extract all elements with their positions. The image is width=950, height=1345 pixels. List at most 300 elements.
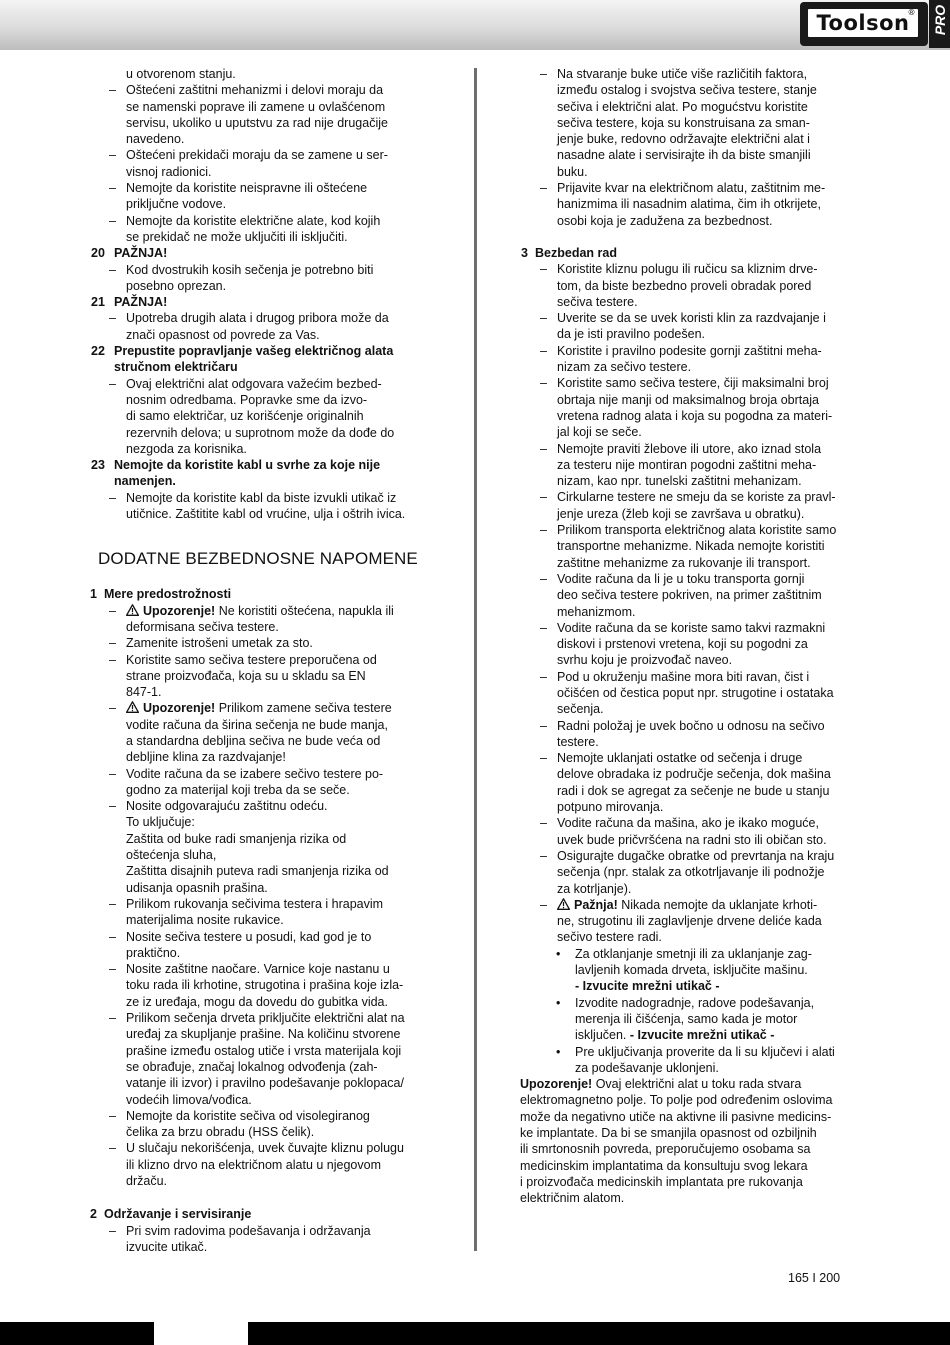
pro-badge — [929, 0, 950, 48]
text-line — [89, 880, 435, 896]
text-line — [520, 131, 866, 147]
text-line — [520, 82, 866, 98]
bullet-cont — [520, 1027, 866, 1043]
warning-triangle-icon — [557, 898, 574, 912]
text-line-text: svrhu koju je proizvođač naveo. — [557, 653, 733, 668]
list-item-text: Nemojte praviti žlebove ili utore, ako iznad stola — [557, 441, 822, 456]
list-item-text: Vodite računa da mašina, ako je ikako moguće, — [557, 816, 819, 831]
text-line-text: diskovi i prstenovi vretena, koji su pogodni za — [557, 637, 808, 652]
text-line — [89, 1092, 435, 1108]
paragraph-text: ke implantate. Da bi se smanjila opasnost od ozbiljnih — [520, 1126, 817, 1140]
text-line — [89, 408, 435, 424]
text-line-text: sečenja (npr. stalak za otkotrljavanje ili podnožje — [557, 865, 825, 880]
text-line — [89, 229, 435, 245]
text-line-text: radi i dok se agregat za sečenje ne bude u stanju — [557, 783, 830, 798]
numbered-heading-cont — [89, 473, 435, 489]
text-line-text: da je isti pravilno podešen. — [557, 327, 706, 342]
list-item — [520, 815, 866, 831]
text-line-text: debljine klina za razdvajanje! — [126, 750, 286, 765]
text-line — [520, 278, 866, 294]
list-item — [89, 1010, 435, 1026]
text-line — [89, 99, 435, 115]
list-item-text: Osigurajte dugačke obratke od prevrtanja na kraju — [557, 848, 835, 863]
text-line — [89, 1043, 435, 1059]
text-line — [520, 734, 866, 750]
text-line-text: rezervnih delova; u suprotnom može da dođe do — [126, 425, 395, 440]
text-line-text: navedeno. — [126, 132, 185, 147]
list-item-text: Prilikom sečenja drveta priključite električni alat na — [126, 1011, 405, 1026]
list-item-text: Prilikom rukovanja sečivima testera i hrapavim — [126, 896, 384, 911]
unplug-instruction: - Izvucite mrežni utikač - — [629, 1028, 775, 1043]
subsection-heading — [520, 245, 866, 261]
right-column — [520, 66, 866, 1206]
text-line-text: za kotrljanje). — [557, 881, 632, 896]
text-line-text: osobi koja je zadužena za bezbednost. — [557, 213, 773, 228]
paragraph-line — [520, 1125, 866, 1141]
text-line-text: a standardna debljina sečiva ne bude veća od — [126, 733, 381, 748]
list-item — [520, 343, 866, 359]
list-item — [89, 262, 435, 278]
text-line-text: priključne vodove. — [126, 197, 227, 212]
list-item-text: Vodite računa da se koriste samo takvi razmakni — [557, 620, 826, 635]
text-line — [520, 685, 866, 701]
text-line-text: ili klizno drvo na električnom alatu u njegovom — [126, 1157, 381, 1172]
text-line — [520, 913, 866, 929]
text-line — [520, 555, 866, 571]
text-line-text: u otvorenom stanju. — [126, 67, 236, 81]
text-line-text: testere. — [557, 734, 599, 749]
list-item-text: Uverite se da se uvek koristi klin za razdvajanje i — [557, 311, 826, 326]
text-line — [520, 457, 866, 473]
subsection-number: 2 — [90, 1207, 97, 1222]
text-line — [520, 294, 866, 310]
numbered-heading — [89, 245, 435, 261]
list-item-text: Prilikom transporta električnog alata koristite samo — [557, 523, 837, 538]
warning-triangle-icon — [126, 604, 143, 618]
subsection-heading-text: Mere predostrožnosti — [104, 587, 232, 602]
paragraph-text: može da negativno utiče na aktivne ili pasivne medicins- — [520, 1109, 832, 1124]
item-number: 21 — [91, 295, 105, 310]
bullet-cont — [520, 1011, 866, 1027]
text-line-text: se namenski poprave ili zamene u ovlašćenom — [126, 99, 386, 114]
bullet-cont — [520, 962, 866, 978]
list-item-text: U slučaju nekorišćenja, uvek čuvajte kliznu polugu — [126, 1141, 404, 1156]
text-line-text: uređaj za skupljanje prašine. Na količinu stvorene — [126, 1027, 401, 1042]
section-title: DODATNE BEZBEDNOSNE NAPOMENE — [98, 549, 418, 569]
list-item-text: Kod dvostrukih kosih sečenja je potrebno biti — [126, 262, 374, 277]
text-line — [89, 506, 435, 522]
list-item-text: Cirkularne testere ne smeju da se koriste za pravl- — [557, 490, 836, 505]
text-line-text: izvucite utikač. — [126, 1239, 208, 1254]
paragraph-text: električnim alatom. — [520, 1191, 625, 1206]
list-item — [89, 310, 435, 326]
text-line — [89, 831, 435, 847]
list-item — [89, 376, 435, 392]
text-line — [89, 717, 435, 733]
text-line-text: vatanje ili izvor) i pravilno podešavanje poklopaca/ — [126, 1076, 404, 1091]
list-item — [89, 766, 435, 782]
text-line — [89, 1173, 435, 1189]
list-item-text: Nosite odgovarajuću zaštitnu odeću. — [126, 799, 328, 814]
item-number: 20 — [91, 246, 105, 261]
text-line — [89, 847, 435, 863]
list-item-text: Prijavite kvar na električnom alatu, zaštitnim me- — [557, 181, 826, 196]
text-line-text: nasadne alate i servisirajte ih da biste smanjili — [557, 148, 811, 163]
paragraph-text: i proizvođača medicinskih implantata pre rukovanja — [520, 1174, 803, 1189]
text-line-text: uvek bude pričvršćena na radni sto ili običan sto. — [557, 832, 827, 847]
warning-triangle-icon — [126, 701, 143, 715]
list-item — [520, 718, 866, 734]
numbered-heading — [89, 457, 435, 473]
paragraph-line — [520, 1092, 866, 1108]
text-line — [520, 359, 866, 375]
text-line — [520, 538, 866, 554]
text-line — [520, 506, 866, 522]
text-line-text: ze iz uređaja, mogu da dovedu do gubitka vida. — [126, 994, 388, 1009]
list-item — [520, 261, 866, 277]
text-line-text: nizam za sečivo testere. — [557, 360, 692, 375]
text-line — [89, 684, 435, 700]
bullet-item-text: Izvodite nadogradnje, radove podešavanja, — [575, 995, 815, 1010]
list-item — [89, 652, 435, 668]
list-item-text: Vodite računa da se izabere sečivo testere po- — [126, 766, 384, 781]
brand-logo-text — [806, 7, 920, 39]
bullet-item — [520, 995, 866, 1011]
list-item-text: Nemojte uklanjati ostatke od sečenja i druge — [557, 751, 803, 766]
list-item — [89, 82, 435, 98]
column-divider — [474, 68, 477, 1251]
text-line-text: delove obradaka iz područje sečenja, dok mašina — [557, 767, 831, 782]
paragraph-line — [520, 1174, 866, 1190]
text-line — [89, 977, 435, 993]
brand-logo — [800, 2, 928, 46]
registered-mark: ® — [907, 8, 916, 17]
item-number: 23 — [91, 458, 105, 473]
text-line — [89, 1239, 435, 1255]
numbered-heading-text: stručnom električaru — [114, 360, 238, 375]
text-line — [520, 392, 866, 408]
bullet-cont — [520, 1060, 866, 1076]
list-item — [89, 1108, 435, 1124]
bullet-cont-text: merenja ili čišćenja, samo kada je motor — [575, 1011, 798, 1026]
text-line-text: vretena radnog alata i koja su pogodna za materi- — [557, 408, 833, 423]
text-line — [89, 1026, 435, 1042]
footer-tab — [154, 1322, 248, 1345]
warning-label: Upozorenje! — [143, 701, 216, 716]
bullet-item — [520, 1044, 866, 1060]
spacer — [520, 229, 866, 245]
item-number: 22 — [91, 344, 105, 359]
text-line-text: sečiva i električni alat. Po mogućstvu koristite — [557, 99, 808, 114]
text-line — [520, 701, 866, 717]
bullet-cont-text: za podešavanje uklonjeni. — [575, 1060, 719, 1075]
text-line — [89, 1124, 435, 1140]
brand-name: Toolson — [816, 11, 910, 35]
text-line-text: oštećenja sluha, — [126, 848, 217, 863]
text-line — [520, 147, 866, 163]
list-item-text: Upotreba drugih alata i drugog pribora može da — [126, 311, 389, 326]
numbered-heading-cont — [89, 359, 435, 375]
text-line-text: Zaštitta disajnih puteva radi smanjenja rizika od — [126, 864, 389, 879]
paragraph-line — [520, 1190, 866, 1206]
list-item — [89, 180, 435, 196]
paragraph-line — [520, 1109, 866, 1125]
text-line-text: buku. — [557, 164, 588, 179]
text-line-text: 847-1. — [126, 685, 162, 700]
list-item-text: Nemojte da koristite kabl da biste izvukli utikač iz — [126, 490, 397, 505]
list-item-text: Pod u okruženju mašine mora biti ravan, čist i — [557, 669, 810, 684]
list-item — [520, 571, 866, 587]
text-line — [89, 392, 435, 408]
text-line-text: To uključuje: — [126, 815, 195, 830]
text-line-text: nosnim odredbama. Popravke sme da izvo- — [126, 392, 368, 407]
text-line — [89, 196, 435, 212]
list-item — [89, 798, 435, 814]
text-line — [89, 668, 435, 684]
bullet-cont-text: isključen. — [575, 1028, 630, 1043]
bullet-item-text: Za otklanjanje smetnji ili za uklanjanje zag- — [575, 946, 812, 961]
list-item-text: Nemojte da koristite sečiva od visolegiranog — [126, 1108, 370, 1123]
list-item — [520, 522, 866, 538]
text-line-text: sečiva testere. — [557, 294, 638, 309]
text-line-text: sečenja. — [557, 702, 604, 717]
numbered-heading-text: Prepustite popravljanje vašeg električnog alata — [114, 344, 394, 359]
text-line-text: deformisana sečiva testere. — [126, 619, 279, 634]
paragraph-text: elektromagnetno polje. To polje pod određenim oslovima — [520, 1093, 833, 1108]
numbered-heading-text: PAŽNJA! — [114, 295, 168, 310]
list-item-text: Koristite samo sečiva testere preporučena od — [126, 652, 377, 667]
list-item-text: Oštećeni prekidači moraju da se zamene u ser- — [126, 148, 388, 163]
warning-text: Prilikom zamene sečiva testere — [215, 701, 392, 716]
text-line-text: očišćen od čestica poput npr. strugotine i ostataka — [557, 685, 834, 700]
text-line — [89, 164, 435, 180]
bullet-item — [520, 946, 866, 962]
list-item-text: Koristite samo sečiva testere, čiji maksimalni broj — [557, 376, 829, 391]
text-line-text: jenje buke, redovno održavajte električni alat i — [557, 132, 810, 147]
subsection-heading-text: Održavanje i servisiranje — [104, 1207, 252, 1222]
text-line-text: praktično. — [126, 945, 181, 960]
text-line — [89, 278, 435, 294]
text-line — [89, 733, 435, 749]
spacer — [89, 1189, 435, 1206]
list-item — [520, 375, 866, 391]
subsection-heading — [89, 1206, 435, 1222]
text-line — [89, 441, 435, 457]
numbered-heading-text: PAŽNJA! — [114, 246, 168, 261]
list-item-text: Oštećeni zaštitni mehanizmi i delovi moraju da — [126, 83, 384, 98]
text-line-text: materijalima nosite rukavice. — [126, 913, 284, 928]
warning-text: Nikada nemojte da uklanjate krhoti- — [617, 897, 818, 912]
list-item — [520, 441, 866, 457]
list-item-text: Koristite kliznu polugu ili ručicu sa kliznim drve- — [557, 262, 818, 277]
text-line-text: prašine između ostalog utiče i vrsta materijala koji — [126, 1043, 402, 1058]
list-item — [520, 180, 866, 196]
warning-item — [520, 897, 866, 913]
text-line — [89, 749, 435, 765]
bullet-item-text: Pre uključivanja proverite da li su ključevi i alati — [575, 1044, 835, 1059]
text-line-text: vodite računa da širina sečenja ne bude manja, — [126, 717, 388, 732]
list-item — [89, 635, 435, 651]
subsection-heading-text: Bezbedan rad — [535, 245, 617, 260]
list-item — [520, 310, 866, 326]
warning-paragraph — [520, 1076, 866, 1092]
text-line — [89, 131, 435, 147]
list-item-text: Pri svim radovima podešavanja i održavanja — [126, 1223, 371, 1238]
text-line-text: servisu, ukoliko u uputstvu za rad nije drugačije — [126, 115, 388, 130]
text-line — [89, 115, 435, 131]
text-line-text: obrtaja nije manji od maksimalnog broja obrtaja — [557, 392, 819, 407]
text-line — [89, 945, 435, 961]
text-line-text: hanizmima ili nasadnim alatima, čim ih otkrijete, — [557, 197, 821, 212]
list-item — [89, 213, 435, 229]
text-line-text: vodećih limova/vođica. — [126, 1092, 252, 1107]
subsection-heading — [89, 586, 435, 602]
text-line — [89, 1059, 435, 1075]
footer-bar — [0, 1322, 950, 1345]
text-line-text: ne, strugotinu ili zaglavljenje drvene deliće kada — [557, 914, 822, 929]
paragraph-text: Ovaj električni alat u toku rada stvara — [592, 1077, 802, 1092]
text-line-text: strane proizvođača, koja su u skladu sa EN — [126, 668, 366, 683]
warning-label: Upozorenje! — [143, 603, 216, 618]
list-item — [89, 929, 435, 945]
text-line — [520, 473, 866, 489]
text-line — [520, 326, 866, 342]
text-line-text: tom, da biste bezbedno proveli obradak pored — [557, 278, 812, 293]
text-line — [520, 604, 866, 620]
numbered-heading — [89, 343, 435, 359]
text-line-text: za testeru nije montiran pogodni zaštitni meha- — [557, 457, 817, 472]
text-line — [520, 652, 866, 668]
text-line-text: jenje ureza (žleb koji se završava u obratku). — [557, 506, 805, 521]
text-line — [520, 783, 866, 799]
text-line-text: držaču. — [126, 1174, 167, 1188]
text-line-text: se obrađuje, značaj lokalnog odvođenja (zah- — [126, 1059, 378, 1074]
text-line-text: sečiva testere, koja su konstruisana za sman- — [557, 115, 810, 130]
text-line-text: mehanizmom. — [557, 604, 636, 619]
text-line — [520, 636, 866, 652]
list-item — [520, 66, 866, 82]
list-item-text: Ovaj električni alat odgovara važećim bezbed- — [126, 376, 382, 391]
text-line-text: između ostalog i svojstva sečiva testere, stanje — [557, 83, 817, 98]
list-item-text: Koristite i pravilno podesite gornji zaštitni meha- — [557, 343, 822, 358]
list-item-text: Vodite računa da li je u toku transporta gornji — [557, 571, 805, 586]
numbered-heading-text: namenjen. — [114, 474, 176, 489]
list-item-text: Zamenite istrošeni umetak za sto. — [126, 636, 313, 651]
warning-label: Pažnja! — [574, 897, 618, 912]
paragraph-text: medicinskim implantatima da konsultuju svog lekara — [520, 1158, 808, 1173]
warning-item — [89, 700, 435, 716]
list-item-text: Nemojte da koristite električne alate, kod kojih — [126, 213, 381, 228]
list-item — [89, 490, 435, 506]
subsection-number: 1 — [90, 587, 97, 602]
numbered-heading — [89, 294, 435, 310]
page-number: 165 I 200 — [788, 1271, 841, 1285]
text-line-text: potpuno mirovanja. — [557, 800, 664, 815]
text-line — [520, 881, 866, 897]
text-line — [89, 782, 435, 798]
text-line — [520, 799, 866, 815]
warning-text: Ne koristiti oštećena, napukla ili — [215, 603, 394, 618]
text-line-text: nizam, kao npr. tunelski zaštitni mehanizam. — [557, 474, 802, 489]
text-line — [89, 1075, 435, 1091]
text-line — [520, 408, 866, 424]
text-line — [520, 164, 866, 180]
text-line — [89, 425, 435, 441]
text-line-text: godno za materijal koji treba da se seče. — [126, 782, 350, 797]
list-item-text: Nemojte da koristite neispravne ili oštećene — [126, 181, 368, 196]
text-line-text: zaštitne mehanizme za rukovanje ili transport. — [557, 555, 811, 570]
text-line-text: transportne mehanizme. Nikada nemojte koristiti — [557, 539, 825, 554]
text-line — [89, 327, 435, 343]
text-line-text: visnoj radionici. — [126, 164, 212, 179]
text-line-text: deo sečiva testere pokriven, na primer zaštitnim — [557, 588, 822, 603]
list-item-text: Na stvaranje buke utiče više različitih faktora, — [557, 67, 808, 81]
text-line-text: se prekidač ne može uključiti ili isključiti. — [126, 229, 348, 244]
text-line-text: sečivo testere radi. — [557, 930, 662, 945]
list-item — [520, 620, 866, 636]
subsection-number: 3 — [521, 245, 528, 260]
list-item — [89, 1223, 435, 1239]
list-item — [89, 147, 435, 163]
list-item — [520, 489, 866, 505]
text-line — [89, 994, 435, 1010]
pro-badge-label: PRO — [931, 4, 948, 36]
paragraph-line — [520, 1141, 866, 1157]
text-line-text: čelika za brzu obradu (HSS čelik). — [126, 1125, 315, 1140]
list-item-text: Nosite zaštitne naočare. Varnice koje nastanu u — [126, 962, 390, 977]
text-line — [520, 213, 866, 229]
list-item-text: Radni položaj je uvek bočno u odnosu na sečivo — [557, 718, 825, 733]
warning-label: Upozorenje! — [520, 1077, 593, 1092]
text-line — [520, 832, 866, 848]
text-line-text: toku rada ili krhotine, strugotina i prašina koje izla- — [126, 978, 404, 993]
text-line — [520, 196, 866, 212]
text-line-text: Zaštita od buke radi smanjenja rizika od — [126, 831, 347, 846]
bullet-cont — [520, 978, 866, 994]
list-item — [520, 848, 866, 864]
text-line — [520, 766, 866, 782]
text-line-text: udisanja opasnih prašina. — [126, 880, 268, 895]
text-line — [89, 912, 435, 928]
text-line — [520, 587, 866, 603]
bullet-cont-text: lavljenih komada drveta, isključite mašinu. — [575, 963, 808, 978]
list-item — [89, 961, 435, 977]
text-line — [520, 864, 866, 880]
text-line-text: utičnice. Zaštitite kabl od vrućine, ulja i oštrih ivica. — [126, 507, 406, 522]
paragraph-line — [520, 1158, 866, 1174]
warning-item — [89, 603, 435, 619]
text-line — [89, 814, 435, 830]
list-item — [89, 896, 435, 912]
text-line — [89, 863, 435, 879]
spacer — [89, 570, 435, 586]
text-line — [520, 99, 866, 115]
text-line-text: nezgoda za korisnika. — [126, 441, 247, 456]
text-line-text: di samo električar, uz korišćenje originalnih — [126, 409, 364, 424]
text-line — [520, 929, 866, 945]
unplug-instruction: - Izvucite mrežni utikač - — [575, 979, 720, 994]
list-item-text: Nosite sečiva testere u posudi, kad god je to — [126, 929, 372, 944]
text-line — [89, 1157, 435, 1173]
left-column — [89, 66, 435, 1255]
numbered-heading-text: Nemojte da koristite kabl u svrhe za koje nije — [114, 458, 381, 473]
text-line — [520, 115, 866, 131]
list-item — [89, 1140, 435, 1156]
list-item — [520, 750, 866, 766]
list-item — [520, 669, 866, 685]
text-line-text: jal koji se seče. — [557, 425, 642, 440]
paragraph-text: ili smrtonosnih povreda, preporučujemo osobama sa — [520, 1142, 811, 1157]
